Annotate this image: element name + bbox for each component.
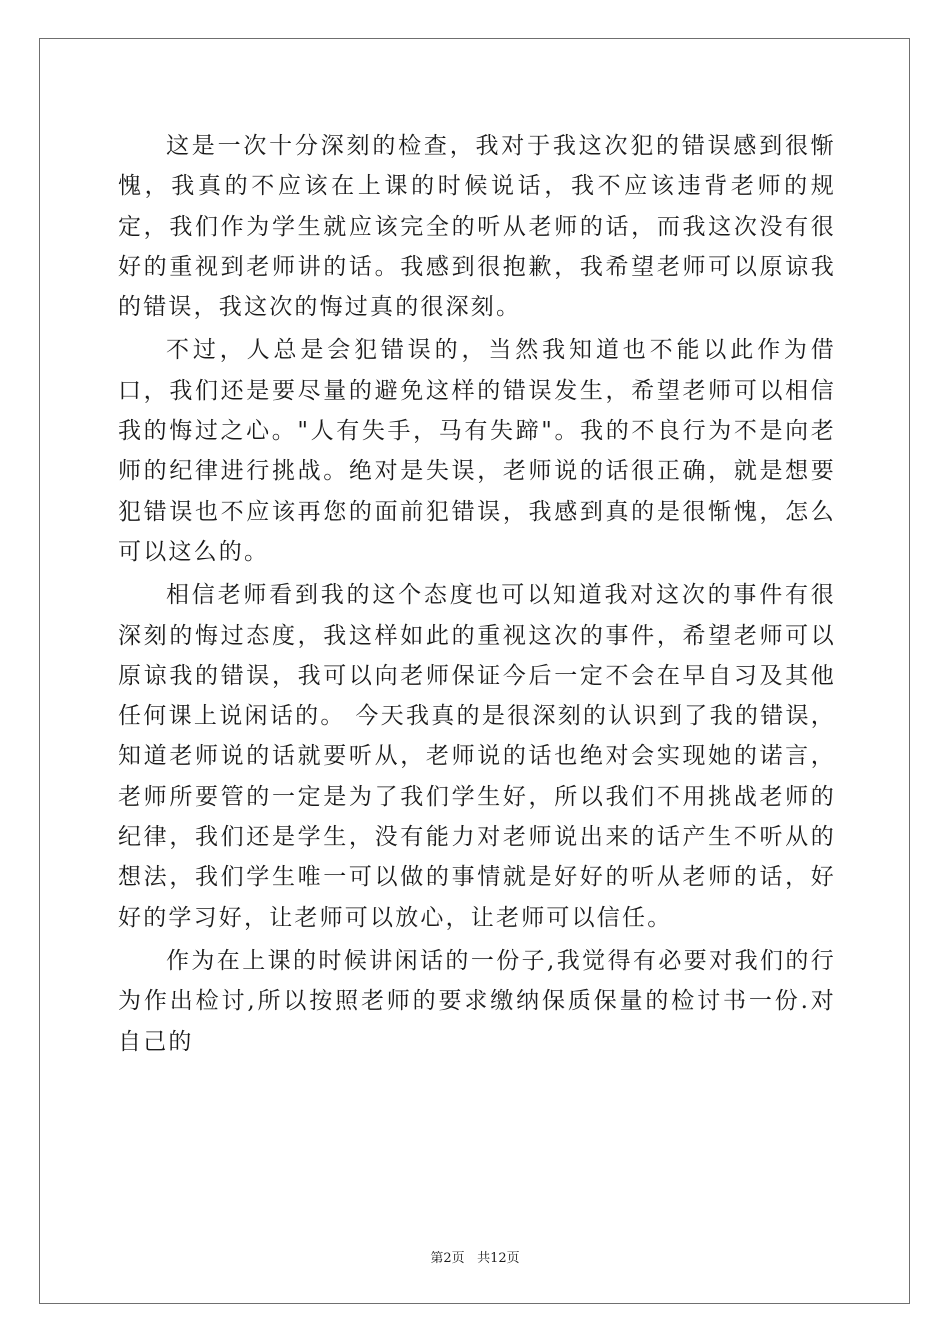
paragraph-1: 这是一次十分深刻的检查，我对于我这次犯的错误感到很惭愧，我真的不应该在上课的时候说话，我不应该违背老师的规定，我们作为学生就应该完全的听从老师的话，而我这次没有很好的重视到老师讲的话。我感到很抱歉，我希望老师可以原谅我的错误，我这次的悔过真的很深刻。	[118, 133, 836, 321]
paragraph-3: 相信老师看到我的这个态度也可以知道我对这次的事件有很深刻的悔过态度，我这样如此的重视这次的事件，希望老师可以原谅我的错误，我可以向老师保证今后一定不会在早自习及其他任何课上说闲话的。 今天我真的是很深刻的认识到了我的错误，知道老师说的话就要听从，老师说的话也绝对会实现她的诺言，老师所要管的一定是为了我们学生好，所以我们不用挑战老师的纪律，我们还是学生，没有能力对老师说出来的话产生不听从的想法，我们学生唯一可以做的事情就是好好的听从老师的话，好好的学习好，让老师可以放心，让老师可以信任。	[118, 582, 836, 931]
paragraph-2: 不过，人总是会犯错误的，当然我知道也不能以此作为借口，我们还是要尽量的避免这样的错误发生，希望老师可以相信我的悔过之心。"人有失手，马有失蹄"。我的不良行为不是向老师的纪律进行挑战。绝对是失误，老师说的话很正确，就是想要犯错误也不应该再您的面前犯错误，我感到真的是很惭愧，怎么可以这么的。	[118, 337, 836, 565]
document-body	[118, 126, 836, 1065]
page-number: 第2页	[430, 1251, 465, 1266]
page-total: 共12页	[477, 1251, 520, 1266]
page-footer	[0, 1247, 950, 1266]
paragraph-4: 作为在上课的时候讲闲话的一份子,我觉得有必要对我们的行为作出检讨,所以按照老师的要求缴纳保质保量的检讨书一份.对自己的	[118, 947, 836, 1055]
